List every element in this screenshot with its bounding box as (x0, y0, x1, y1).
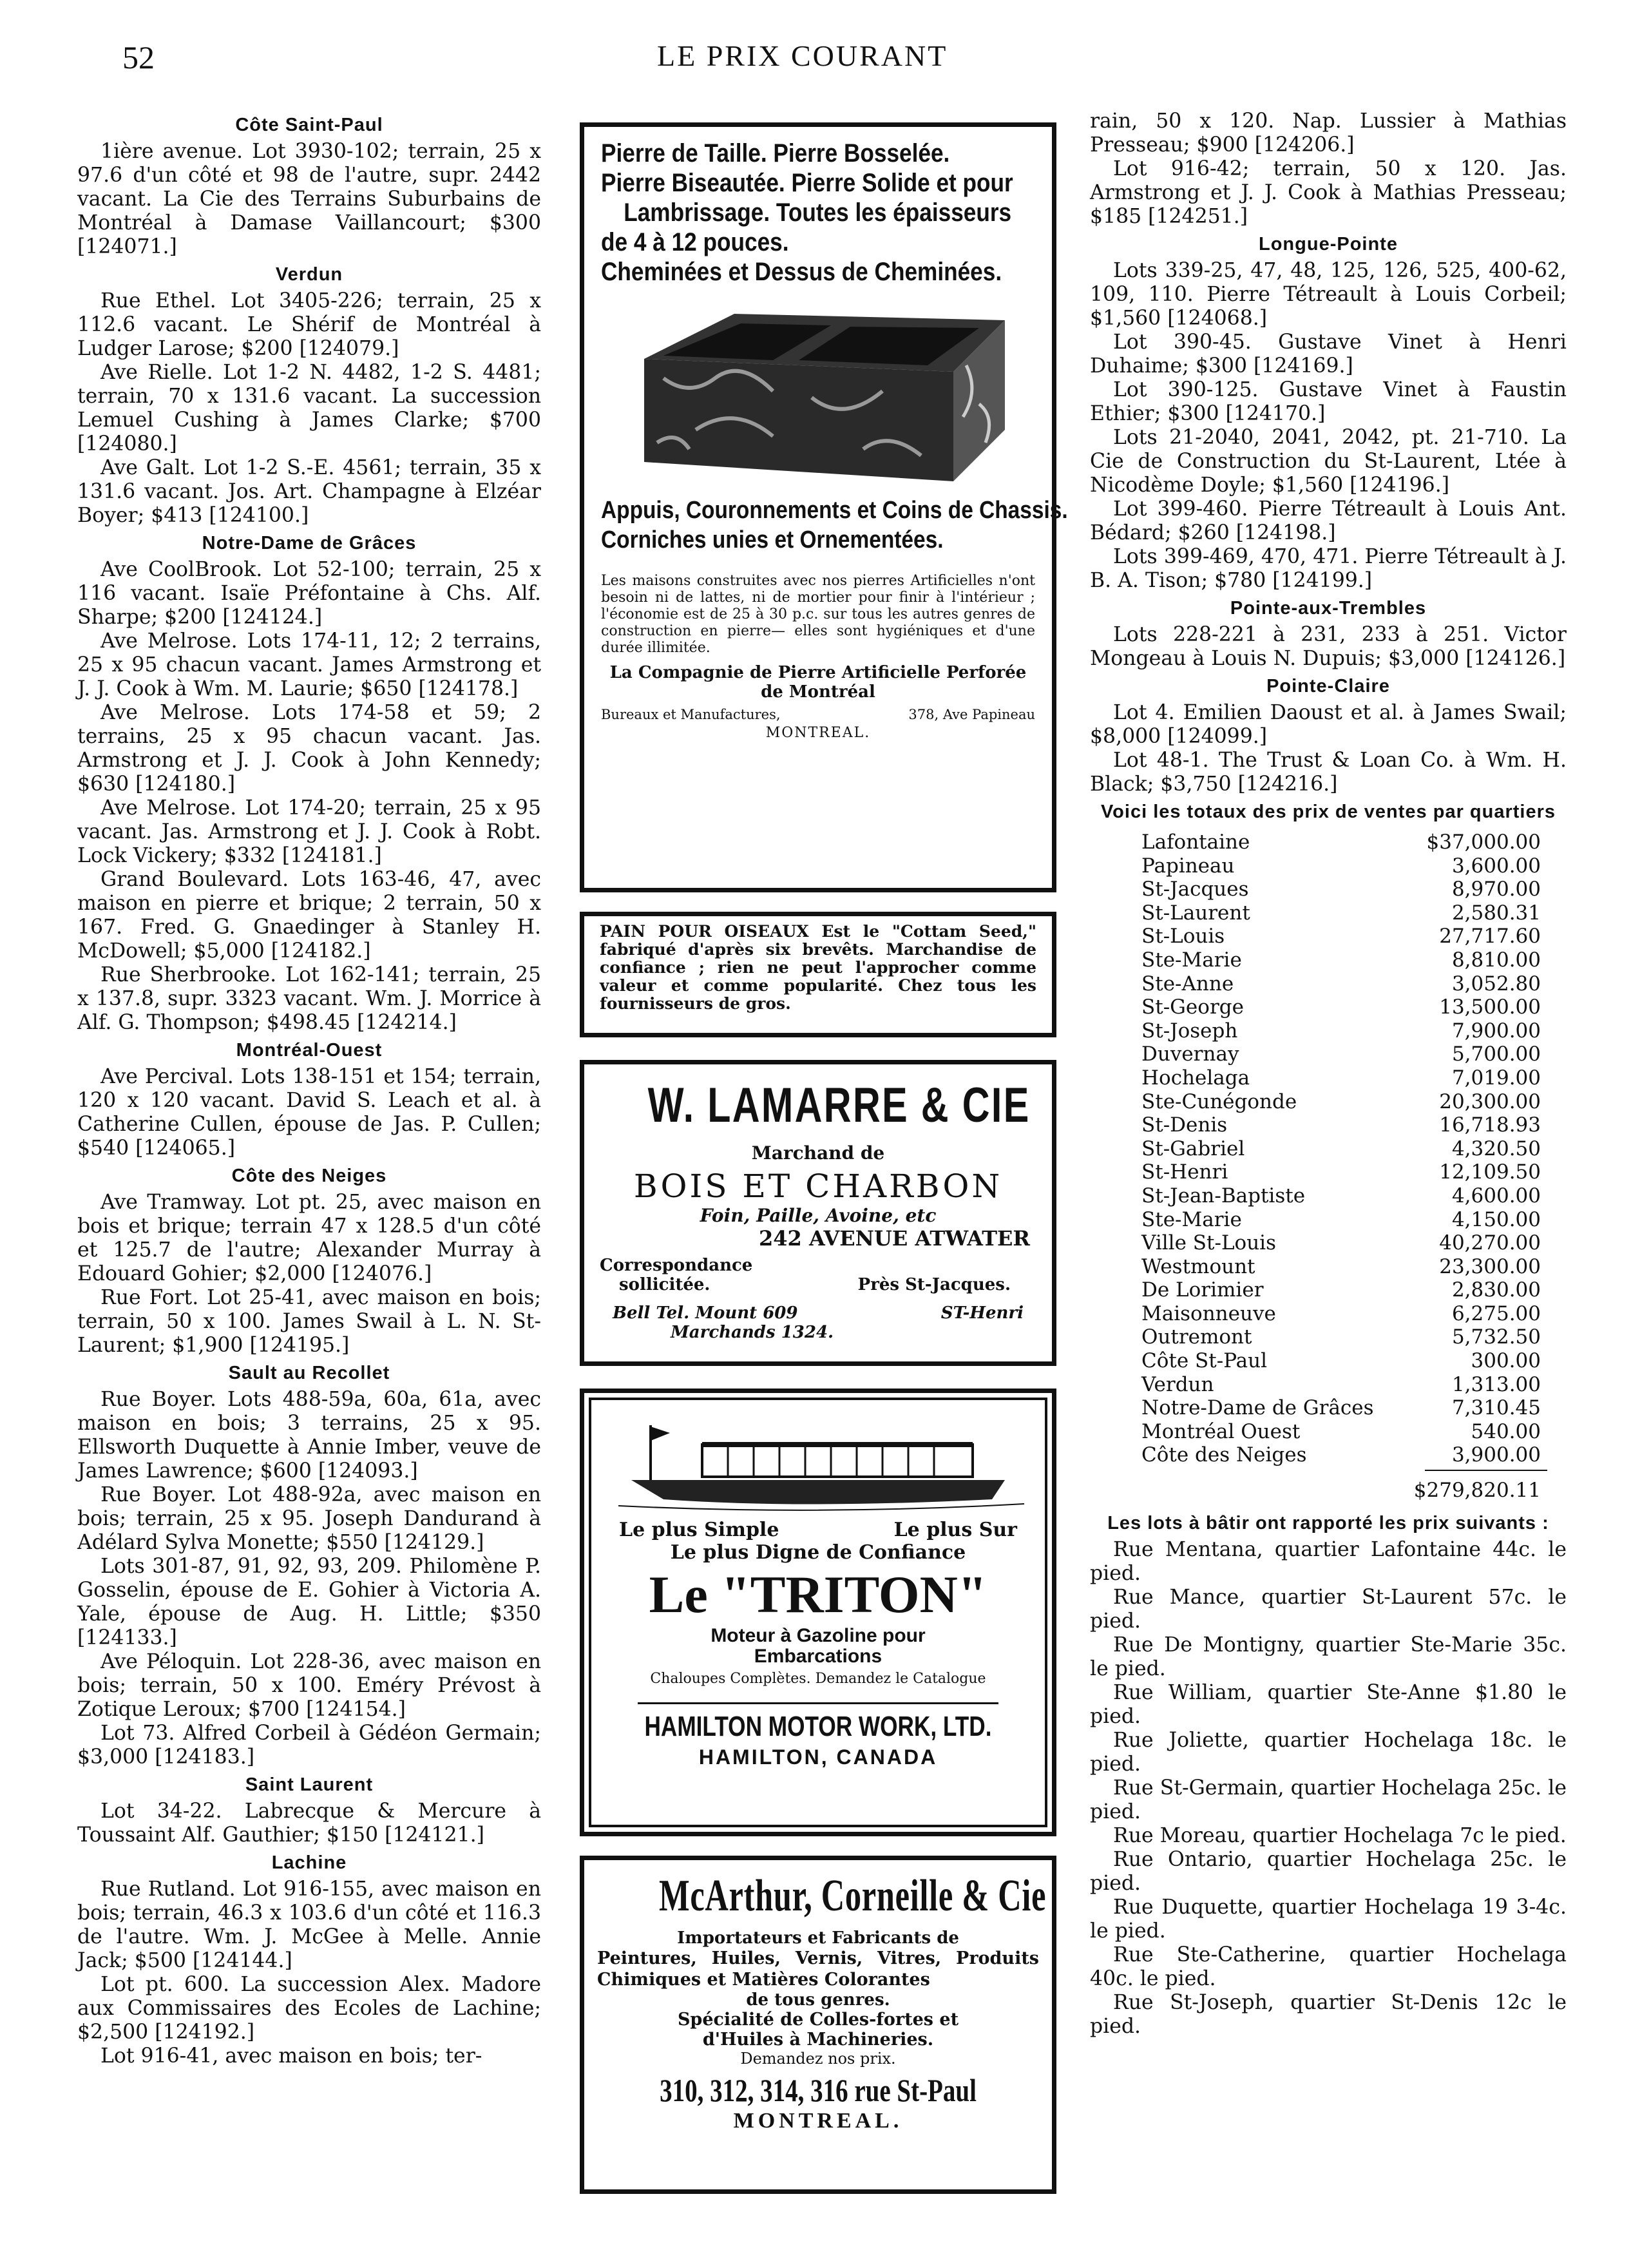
totals-district: St-George (1141, 995, 1244, 1019)
ad-lamarre-goods: BOIS ET CHARBON (633, 1168, 1003, 1205)
ad-mcarthur-address: 310, 312, 314, 316 rue St-Paul (660, 2072, 977, 2108)
totals-row (1090, 1420, 1567, 1444)
totals-amount: 23,300.00 (1439, 1254, 1541, 1278)
ad-triton (580, 1389, 1056, 1836)
totals-district: Maisonneuve (1141, 1302, 1276, 1325)
ad-triton-motor: Moteur à Gazoline pour Embarcations (711, 1625, 926, 1667)
totals-amount: 40,270.00 (1439, 1231, 1541, 1255)
sale-entry: Ave Melrose. Lots 174-11, 12; 2 terrains, 25 x 95 chacun vacant. James Armstrong et J. J. Cook à Wm. M. Laurie; $650 [124178.] (77, 629, 541, 700)
totals-row (1090, 1278, 1567, 1302)
ad-mcarthur-line5: d'Huiles à Machineries. (702, 2030, 934, 2050)
ad-lamarre-name: W. LAMARRE & CIE (647, 1078, 1031, 1133)
totals-amount: 4,320.50 (1451, 1137, 1541, 1160)
totals-row (1090, 925, 1567, 948)
totals-district: Lafontaine (1141, 831, 1250, 854)
ad-pierre-address: 378, Ave Papineau (908, 707, 1035, 722)
totals-row (1090, 1137, 1567, 1161)
sale-entry: Ave CoolBrook. Lot 52-100; terrain, 25 x 116 vacant. Isaïe Préfontaine à Chs. Alf. Sharpe; $200 [124124.] (77, 558, 541, 629)
ad-triton-city: HAMILTON, CANADA (698, 1745, 938, 1769)
section-heading: Lachine (271, 1852, 347, 1873)
sale-entry: Rue St-Joseph, quartier St-Denis 12c le pied. (1090, 1991, 1567, 2039)
ad-pierre-company: La Compagnie de Pierre Artificielle Perforée de Montréal (609, 663, 1027, 702)
ad-lamarre-phone-row (600, 1303, 1036, 1323)
sale-entry: Rue Boyer. Lot 488-92a, avec maison en bois; terrain, 25 x 95. Joseph Dandurand à Adélard Sylva Monette; $550 [124129.] (77, 1483, 541, 1554)
totals-district: Hochelaga (1141, 1066, 1250, 1090)
sale-entry: Lot 916-41, avec maison en bois; ter- (100, 2044, 482, 2068)
ad-pain-text: PAIN POUR OISEAUX Est le "Cottam Seed," fabriqué d'après six brevêts. Marchandise de confiance ; rien ne peut l'approcher comme valeur et comme popularité. Chez tous les fournisseurs de gros. (600, 922, 1036, 1013)
ad-lamarre-goods2: Foin, Paille, Avoine, etc (700, 1205, 937, 1226)
page-number: 52 (122, 39, 155, 75)
totals-district: Ste-Marie (1141, 948, 1242, 972)
ad-lamarre-corr1: Correspondance (600, 1256, 753, 1275)
totals-amount: 8,810.00 (1451, 948, 1541, 972)
totals-district: Ville St-Louis (1141, 1231, 1276, 1255)
totals-district: Duvernay (1141, 1043, 1239, 1066)
ad-mcarthur-line2: Peintures, Huiles, Vernis, Vitres, Produits Chimiques et Matières Colorantes (597, 1948, 1039, 1990)
totals-district: St-Henri (1141, 1160, 1228, 1184)
totals-row (1090, 1208, 1567, 1232)
sale-entry: Grand Boulevard. Lots 163-46, 47, avec maison en pierre et brique; 2 terrain, 50 x 167. Fred. G. Gnaedinger à Stanley H. McDowell; $5,000 [124182.] (77, 868, 541, 963)
totals-district: Papineau (1141, 854, 1235, 878)
totals-row (1090, 1160, 1567, 1184)
ad-pierre-headline: Cheminées et Dessus de Cheminées. (601, 258, 1002, 286)
totals-amount: 20,300.00 (1439, 1090, 1541, 1113)
ad-lamarre-near: Près St-Jacques. (857, 1275, 1011, 1294)
ad-lamarre-address: 242 AVENUE ATWATER (759, 1226, 1030, 1251)
sale-entry: Lot 34-22. Labrecque & Mercure à Toussaint Alf. Gauthier; $150 [124121.] (77, 1800, 541, 1847)
totals-amount: 13,500.00 (1439, 995, 1541, 1019)
totals-amount: 16,718.93 (1439, 1113, 1541, 1137)
totals-amount: 6,275.00 (1451, 1302, 1541, 1325)
sale-entry: Ave Tramway. Lot pt. 25, avec maison en bois et brique; terrain 47 x 128.5 d'un côté et 125.7 de l'autre; Alexander Murray à Edouard Gohier; $2,000 [124076.] (77, 1191, 541, 1285)
totals-district: Côte des Neiges (1141, 1443, 1307, 1467)
totals-amount: 12,109.50 (1439, 1160, 1541, 1184)
left-column (77, 110, 541, 2068)
ad-mcarthur (580, 1856, 1056, 2194)
totals-amount: 3,900.00 (1451, 1443, 1541, 1467)
totals-row (1090, 878, 1567, 901)
totals-district: St-Jean-Baptiste (1141, 1184, 1306, 1207)
section-heading: Verdun (275, 264, 343, 285)
ad-mcarthur-line1: Importateurs et Fabricants de (677, 1928, 959, 1948)
totals-row (1090, 1443, 1567, 1467)
totals-amount: 5,700.00 (1451, 1043, 1541, 1066)
sale-entry: Lot pt. 600. La succession Alex. Madore aux Commissaires des Ecoles de Lachine; $2,500 [124192.] (77, 1973, 541, 2044)
ad-lamarre-phone: Bell Tel. Mount 609 (613, 1303, 798, 1323)
ad-mcarthur-line6: Demandez nos prix. (740, 2050, 896, 2068)
ad-triton-company: HAMILTON MOTOR WORK, LTD. (644, 1711, 992, 1742)
ad-mcarthur-city: MONTREAL. (733, 2109, 903, 2133)
ad-pain-oiseaux (580, 912, 1056, 1037)
ad-pierre-headline: de 4 à 12 pouces. (601, 228, 789, 256)
totals-district: Montréal Ouest (1141, 1419, 1301, 1443)
section-heading: Voici les totaux des prix de ventes par quartiers (1100, 802, 1556, 822)
totals-district: St-Joseph (1141, 1019, 1238, 1043)
totals-district: Côte St-Paul (1141, 1349, 1268, 1373)
totals-amount: 7,900.00 (1451, 1019, 1541, 1043)
totals-amount: 8,970.00 (1451, 878, 1541, 901)
ad-lamarre-corr-row (600, 1256, 1036, 1294)
totals-district: Outremont (1141, 1325, 1252, 1349)
totals-amount: 5,732.50 (1451, 1325, 1541, 1349)
totals-row (1090, 1113, 1567, 1137)
totals-amount: 1,313.00 (1451, 1372, 1541, 1396)
sale-entry: Lot 48-1. The Trust & Loan Co. à Wm. H. Black; $3,750 [124216.] (1090, 749, 1567, 796)
totals-district: Ste-Marie (1141, 1207, 1242, 1231)
ad-pierre-address-row (601, 707, 1035, 722)
sale-entry: Ave Melrose. Lots 174-58 et 59; 2 terrains, 25 x 95 chacun vacant. Jas. Armstrong et J. J. Cook à John Kennedy; $630 [124180.] (77, 701, 541, 796)
motor-boat-illustration (606, 1419, 1031, 1515)
sale-entry: Rue Moreau, quartier Hochelaga 7c le pied. (1113, 1824, 1567, 1848)
totals-district: St-Laurent (1141, 901, 1250, 925)
section-heading: Côte Saint-Paul (235, 115, 383, 135)
totals-row (1090, 1302, 1567, 1326)
ad-pierre-artificielle (580, 122, 1068, 892)
grand-total: $279,820.11 (1413, 1479, 1541, 1503)
totals-amount: 2,580.31 (1451, 901, 1541, 925)
totals-district: De Lorimier (1141, 1278, 1264, 1302)
section-heading: Côte des Neiges (231, 1166, 387, 1186)
sale-entry: Rue Mentana, quartier Lafontaine 44c. le pied. (1090, 1538, 1567, 1586)
ad-mcarthur-line3: de tous genres. (746, 1990, 890, 2010)
sale-entry: Rue Fort. Lot 25-41, avec maison en bois; terrain, 50 x 100. James Swail à L. N. St-Laurent; $1,900 [124195.] (77, 1286, 541, 1357)
totals-row (1090, 972, 1567, 996)
sale-entry: Rue St-Germain, quartier Hochelaga 25c. le pied. (1090, 1776, 1567, 1824)
ad-lamarre-role: Marchand de (751, 1142, 885, 1164)
sale-entry: Lots 228-221 à 231, 233 à 251. Victor Mongeau à Louis N. Dupuis; $3,000 [124126.] (1090, 623, 1567, 670)
totals-amount: 2,830.00 (1451, 1278, 1541, 1302)
sale-entry: Rue De Montigny, quartier Ste-Marie 35c. le pied. (1090, 1633, 1567, 1681)
sale-entry: Rue Rutland. Lot 916-155, avec maison en bois; terrain, 46.3 x 103.6 d'un côté et 116.3 de l'autre. Wm. J. McGee à Melle. Annie Jack; $500 [124144.] (77, 1878, 541, 1972)
totals-amount: 3,052.80 (1451, 972, 1541, 995)
totals-amount: $37,000.00 (1426, 831, 1541, 854)
totals-amount: 27,717.60 (1439, 925, 1541, 948)
totals-row (1090, 831, 1567, 854)
ad-pierre-body: Les maisons construites avec nos pierres Artificielles n'ont besoin ni de lattes, ni de mortier pour finir à l'intérieur ; l'économie est de 25 à 30 p.c. sur tous les autres genres de construction en pierre— elles sont hygiéniques et d'une durée illimitée. (601, 573, 1035, 656)
sale-entry: Lot 916-42; terrain, 50 x 120. Jas. Armstrong et J. J. Cook à Mathias Presseau; $185 [124251.] (1090, 157, 1567, 228)
totals-amount: 4,600.00 (1451, 1184, 1541, 1207)
sale-entry: Lots 339-25, 47, 48, 125, 126, 525, 400-62, 109, 110. Pierre Tétreault à Louis Corbeil; $1,560 [124068.] (1090, 259, 1567, 330)
page-header (0, 39, 1631, 84)
sale-entry: Lot 390-45. Gustave Vinet à Henri Duhaime; $300 [124169.] (1090, 331, 1567, 378)
section-heading: Pointe-aux-Trembles (1230, 598, 1427, 619)
sale-entry: Ave Percival. Lots 138-151 et 154; terrain, 120 x 120 vacant. David S. Leach et al. à Catherine Cullen, épouse de Jas. P. Cullen; $540 [124065.] (77, 1065, 541, 1160)
sale-entry: Lot 390-125. Gustave Vinet à Faustin Ethier; $300 [124170.] (1090, 378, 1567, 425)
totals-amount: 3,600.00 (1451, 854, 1541, 878)
lots-prices-list (1090, 1512, 1567, 2039)
totals-amount: 4,150.00 (1451, 1207, 1541, 1231)
totals-district: St-Denis (1141, 1113, 1228, 1137)
totals-amount: 300.00 (1471, 1349, 1541, 1373)
totals-district: St-Jacques (1141, 878, 1249, 901)
stone-block-illustration (618, 301, 1018, 481)
sale-entry: Rue Ste-Catherine, quartier Hochelaga 40c. le pied. (1090, 1943, 1567, 1991)
totals-row (1090, 1019, 1567, 1043)
sale-entry: Rue Sherbrooke. Lot 162-141; terrain, 25 x 137.8, supr. 3323 vacant. Wm. J. Morrice à Alf. G. Thompson; $498.45 [124214.] (77, 963, 541, 1034)
journal-title: LE PRIX COURANT (657, 39, 948, 72)
sale-entry: Rue Duquette, quartier Hochelaga 19 3-4c. le pied. (1090, 1896, 1567, 1943)
sale-entry: Lots 21-2040, 2041, 2042, pt. 21-710. La Cie de Construction du St-Laurent, Ltée à Nicodème Doyle; $1,560 [124196.] (1090, 426, 1567, 497)
totals-row (1090, 1231, 1567, 1255)
sale-entry: Rue Mance, quartier St-Laurent 57c. le pied. (1090, 1586, 1567, 1633)
ad-lamarre-corr2: sollicitée. (619, 1275, 711, 1294)
totals-row (1090, 1325, 1567, 1349)
totals-district: Notre-Dame de Grâces (1141, 1396, 1374, 1420)
sale-entry: Rue Ontario, quartier Hochelaga 25c. le pied. (1090, 1848, 1567, 1896)
totals-district: Ste-Anne (1141, 972, 1234, 995)
totals-row (1090, 854, 1567, 878)
sale-entry: rain, 50 x 120. Nap. Lussier à Mathias Presseau; $900 [124206.] (1090, 110, 1567, 157)
ad-triton-tag-right: Le plus Sur (893, 1519, 1017, 1541)
section-heading: Notre-Dame de Grâces (202, 533, 417, 553)
sale-entry: Lots 301-87, 91, 92, 93, 209. Philomène P. Gosselin, épouse de E. Gohier à Victoria A. Yale, épouse de Aug. H. Little; $350 [124133.] (77, 1555, 541, 1649)
ad-pierre-headline: Pierre de Taille. Pierre Bosselée. (601, 139, 950, 168)
totals-district: Verdun (1141, 1372, 1214, 1396)
sale-entry: Ave Melrose. Lot 174-20; terrain, 25 x 95 vacant. Jas. Armstrong et J. J. Cook à Robt. Lock Vickery; $332 [124181.] (77, 796, 541, 867)
totals-amount: 540.00 (1471, 1419, 1541, 1443)
totals-row (1090, 1066, 1567, 1090)
totals-table (1090, 831, 1567, 1467)
ad-triton-tag-line2: Le plus Digne de Confiance (670, 1541, 966, 1564)
ad-lamarre-district: ST-Henri (940, 1303, 1024, 1323)
totals-district: St-Gabriel (1141, 1137, 1245, 1160)
section-heading: Sault au Recollet (228, 1363, 390, 1383)
stone-block-image (618, 301, 1018, 488)
ad-pierre-headline: Appuis, Couronnements et Coins de Chassis. (601, 497, 1068, 524)
totals-rule (1425, 1470, 1547, 1471)
section-heading: Montréal-Ouest (236, 1040, 383, 1061)
totals-amount: 7,310.45 (1451, 1396, 1541, 1420)
totals-district: St-Louis (1141, 925, 1225, 948)
ad-pierre-city: MONTREAL. (765, 725, 871, 741)
totals-amount: 7,019.00 (1451, 1066, 1541, 1090)
totals-row (1090, 901, 1567, 925)
section-heading: Longue-Pointe (1259, 234, 1398, 255)
ad-mcarthur-line4: Spécialité de Colles-fortes et (677, 2010, 959, 2030)
section-heading: Saint Laurent (245, 1774, 374, 1795)
ad-pierre-headline: Lambrissage. Toutes les épaisseurs (624, 198, 1012, 227)
sale-entry: Rue William, quartier Ste-Anne $1.80 le pied. (1090, 1681, 1567, 1729)
sale-entry: Rue Joliette, quartier Hochelaga 18c. le pied. (1090, 1729, 1567, 1776)
totals-row (1090, 1349, 1567, 1373)
ad-triton-tag-row (600, 1519, 1036, 1541)
ad-pierre-headline: Pierre Biseautée. Pierre Solide et pour (601, 169, 1013, 197)
totals-row (1090, 1090, 1567, 1114)
right-column (1090, 110, 1567, 2039)
sale-entry: 1ière avenue. Lot 3930-102; terrain, 25 x 97.6 d'un côté et 98 de l'autre, supr. 2442 vacant. La Cie des Terrains Suburbains de Montréal à Damase Vaillancourt; $300 [124071.] (77, 140, 541, 258)
ad-mcarthur-name: McArthur, Corneille & Cie (659, 1871, 1047, 1921)
totals-row (1090, 1184, 1567, 1208)
sale-entry: Lot 4. Emilien Daoust et al. à James Swail; $8,000 [124099.] (1090, 701, 1567, 748)
sale-entry: Lot 399-460. Pierre Tétreault à Louis Ant. Bédard; $260 [124198.] (1090, 497, 1567, 544)
ad-triton-name: Le "TRITON" (649, 1565, 987, 1624)
totals-row (1090, 948, 1567, 972)
ad-pierre-headline: Corniches unies et Ornementées. (601, 526, 944, 553)
sale-entry: Ave Péloquin. Lot 228-36, avec maison en bois; terrain, 50 x 100. Eméry Prévost à Zotique Leroux; $700 [124154.] (77, 1650, 541, 1721)
totals-district: Ste-Cunégonde (1141, 1090, 1297, 1113)
sale-entry: Lot 73. Alfred Corbeil à Gédéon Germain; $3,000 [124183.] (77, 1722, 541, 1769)
section-heading: Pointe-Claire (1266, 676, 1390, 697)
section-heading: Les lots à bâtir ont rapporté les prix suivants : (1107, 1513, 1549, 1534)
totals-row (1090, 1373, 1567, 1397)
totals-district: Westmount (1141, 1254, 1255, 1278)
totals-row (1090, 1043, 1567, 1066)
sale-entry: Ave Galt. Lot 1-2 S.-E. 4561; terrain, 35 x 131.6 vacant. Jos. Art. Champagne à Elzéar Boyer; $413 [124100.] (77, 456, 541, 527)
ad-pierre-offices: Bureaux et Manufactures, (601, 707, 781, 722)
sale-entry: Rue Boyer. Lots 488-59a, 60a, 61a, avec maison en bois; 3 terrains, 25 x 95. Ellsworth Duquette à Annie Imber, veuve de James Lawrence; $600 [124093.] (77, 1388, 541, 1483)
ad-lamarre (580, 1060, 1056, 1366)
sale-entry: Lots 399-469, 470, 471. Pierre Tétreault à J. B. A. Tison; $780 [124199.] (1090, 545, 1567, 592)
ad-triton-tag-left: Le plus Simple (619, 1519, 779, 1541)
totals-row (1090, 995, 1567, 1019)
sale-entry: Rue Ethel. Lot 3405-226; terrain, 25 x 112.6 vacant. Le Shérif de Montréal à Ludger Larose; $200 [124079.] (77, 289, 541, 360)
totals-row (1090, 1255, 1567, 1279)
right-column-entries (1090, 110, 1567, 824)
ad-lamarre-marchands: Marchands 1324. (671, 1323, 834, 1342)
ad-triton-catalog: Chaloupes Complètes. Demandez le Catalogue (650, 1671, 986, 1687)
sale-entry: Ave Rielle. Lot 1-2 N. 4482, 1-2 S. 4481; terrain, 70 x 131.6 vacant. La succession Lemuel Cushing à James Clarke; $700 [124080.] (77, 361, 541, 456)
totals-row (1090, 1396, 1567, 1420)
